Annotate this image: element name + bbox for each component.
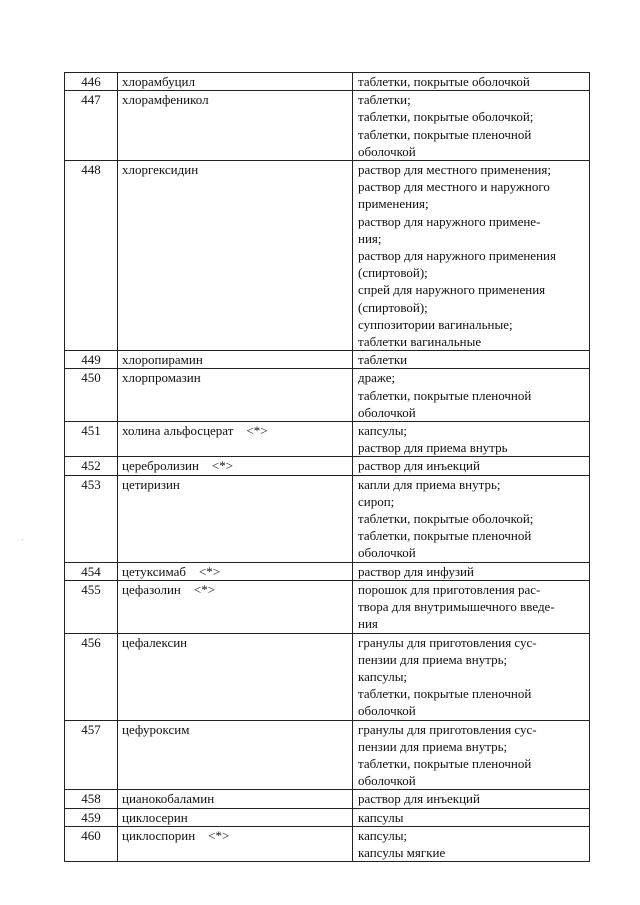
dosage-form-line: гранулы для приготовления сус-: [358, 721, 537, 737]
drug-name: хлорпромазин: [118, 369, 353, 422]
drug-name: цефуроксим: [118, 720, 353, 790]
drug-name: циклоспорин <*>: [118, 826, 353, 861]
dosage-form-line: капли для приема внутрь;: [358, 476, 501, 492]
dosage-form-line: пензии для приема внутрь;: [358, 738, 508, 754]
dosage-forms: [353, 422, 590, 457]
dosage-forms: [353, 580, 590, 633]
dosage-form-line: таблетки;: [358, 92, 411, 108]
dosage-form-line: раствор для инъекций: [358, 458, 480, 474]
dosage-forms: [353, 161, 590, 351]
dosage-form-line: таблетки, покрытые пленочной: [358, 126, 532, 142]
margin-mark: [22, 539, 23, 540]
dosage-form-line: спрей для наружного применения: [358, 282, 546, 298]
table-row: [65, 91, 590, 161]
dosage-form-line: таблетки, покрытые пленочной: [358, 387, 532, 403]
table-row: [65, 73, 590, 91]
row-number: 450: [65, 369, 118, 422]
dosage-form-line: таблетки вагинальные: [358, 334, 482, 350]
drug-name: хлоропирамин: [118, 351, 353, 369]
row-number: 460: [65, 826, 118, 861]
dosage-form-line: капсулы мягкие: [358, 844, 446, 860]
dosage-forms: [353, 351, 590, 369]
dosage-form-line: пензии для приема внутрь;: [358, 651, 508, 667]
row-number: 459: [65, 808, 118, 826]
table-row: [65, 826, 590, 861]
drug-name: цефазолин <*>: [118, 580, 353, 633]
drug-name: холина альфосцерат <*>: [118, 422, 353, 457]
row-number: 455: [65, 580, 118, 633]
drug-name: цианокобаламин: [118, 790, 353, 808]
dosage-form-line: оболочкой: [358, 703, 416, 719]
row-number: 448: [65, 161, 118, 351]
dosage-form-line: раствор для инфузий: [358, 563, 474, 579]
dosage-form-line: сироп;: [358, 493, 395, 509]
drug-list-table: [64, 72, 590, 862]
table-row: [65, 808, 590, 826]
table-row: [65, 580, 590, 633]
dosage-forms: [353, 720, 590, 790]
dosage-form-line: таблетки, покрытые оболочкой: [358, 74, 530, 89]
dosage-form-line: суппозитории вагинальные;: [358, 316, 513, 332]
table-row: [65, 475, 590, 562]
dosage-form-line: применения;: [358, 196, 429, 212]
dosage-form-line: драже;: [358, 370, 396, 386]
table-row: [65, 720, 590, 790]
dosage-form-line: раствор для местного применения;: [358, 162, 551, 178]
dosage-form-line: таблетки, покрытые оболочкой;: [358, 511, 534, 527]
row-number: 449: [65, 351, 118, 369]
dosage-forms: [353, 457, 590, 475]
table-body: [65, 73, 590, 862]
dosage-form-line: таблетки: [358, 352, 408, 368]
dosage-form-line: раствор для наружного применения: [358, 248, 556, 264]
dosage-forms: [353, 808, 590, 826]
table-row: [65, 161, 590, 351]
dosage-form-line: капсулы;: [358, 668, 408, 684]
table-row: [65, 562, 590, 580]
dosage-form-line: ния;: [358, 230, 382, 246]
dosage-form-line: ния: [358, 616, 378, 632]
table-row: [65, 351, 590, 369]
dosage-forms: [353, 91, 590, 161]
dosage-form-line: раствор для наружного примене-: [358, 213, 541, 229]
table-row: [65, 457, 590, 475]
dosage-forms: [353, 790, 590, 808]
row-number: 447: [65, 91, 118, 161]
table-row: [65, 369, 590, 422]
dosage-forms: [353, 369, 590, 422]
dosage-form-line: порошок для приготовления рас-: [358, 581, 541, 597]
row-number: 446: [65, 73, 118, 91]
dosage-form-line: (спиртовой);: [358, 265, 428, 281]
drug-name: цетуксимаб <*>: [118, 562, 353, 580]
dosage-form-line: гранулы для приготовления сус-: [358, 634, 537, 650]
drug-name: хлорамфеникол: [118, 91, 353, 161]
dosage-form-line: (спиртовой);: [358, 299, 428, 315]
dosage-form-line: оболочкой: [358, 773, 416, 789]
dosage-form-line: твора для внутримышечного введе-: [358, 599, 555, 615]
drug-name: хлорамбуцил: [118, 73, 353, 91]
drug-name: церебролизин <*>: [118, 457, 353, 475]
row-number: 458: [65, 790, 118, 808]
row-number: 453: [65, 475, 118, 562]
row-number: 451: [65, 422, 118, 457]
dosage-form-line: раствор для местного и наружного: [358, 179, 550, 195]
dosage-form-line: оболочкой: [358, 404, 416, 420]
dosage-forms: [353, 633, 590, 720]
drug-name: хлоргексидин: [118, 161, 353, 351]
row-number: 452: [65, 457, 118, 475]
dosage-forms: [353, 475, 590, 562]
dosage-form-line: оболочкой: [358, 545, 416, 561]
dosage-form-line: капсулы: [358, 809, 404, 825]
row-number: 454: [65, 562, 118, 580]
dosage-form-line: капсулы;: [358, 423, 408, 439]
dosage-forms: [353, 826, 590, 861]
table-row: [65, 422, 590, 457]
dosage-form-line: таблетки, покрытые пленочной: [358, 528, 532, 544]
drug-name: цефалексин: [118, 633, 353, 720]
dosage-form-line: таблетки, покрытые пленочной: [358, 686, 532, 702]
dosage-form-line: раствор для приема внутрь: [358, 440, 508, 456]
table-row: [65, 633, 590, 720]
row-number: 456: [65, 633, 118, 720]
dosage-form-line: капсулы;: [358, 827, 408, 843]
dosage-forms: [353, 562, 590, 580]
dosage-form-line: оболочкой: [358, 143, 416, 159]
dosage-form-line: таблетки, покрытые оболочкой;: [358, 109, 534, 125]
dosage-forms: [353, 73, 590, 91]
table-row: [65, 790, 590, 808]
row-number: 457: [65, 720, 118, 790]
drug-name: циклосерин: [118, 808, 353, 826]
dosage-form-line: таблетки, покрытые пленочной: [358, 755, 532, 771]
dosage-form-line: раствор для инъекций: [358, 791, 480, 807]
drug-name: цетиризин: [118, 475, 353, 562]
